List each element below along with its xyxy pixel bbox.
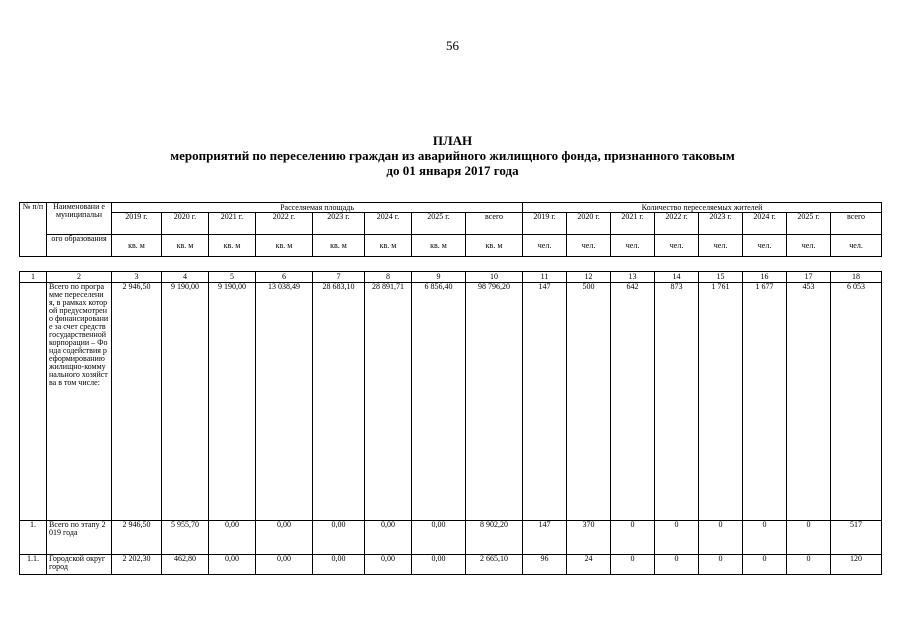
table-row (20, 283, 882, 521)
people-year-header-3: 2021 г. (611, 213, 655, 235)
people-value: 642 (611, 283, 655, 521)
area-value: 0,00 (256, 521, 313, 555)
people-unit-header: чел. (831, 235, 882, 257)
people-value: 370 (567, 521, 611, 555)
area-value: 28 891,71 (365, 283, 412, 521)
table-header (19, 202, 882, 257)
people-value: 0 (699, 555, 743, 575)
people-value: 147 (523, 521, 567, 555)
people-value: 6 053 (831, 283, 882, 521)
people-value: 120 (831, 555, 882, 575)
area-year-header-5: 2023 г. (313, 213, 365, 235)
people-value: 0 (655, 555, 699, 575)
area-value: 28 683,10 (313, 283, 365, 521)
area-value: 0,00 (209, 521, 256, 555)
area-value: 9 190,00 (162, 283, 209, 521)
column-number: 10 (466, 272, 523, 283)
people-unit-header: чел. (787, 235, 831, 257)
column-numbers-row (20, 272, 882, 283)
people-unit-header: чел. (743, 235, 787, 257)
row-number: 1.1. (20, 555, 47, 575)
people-value: 96 (523, 555, 567, 575)
people-value: 0 (655, 521, 699, 555)
people-group-header: Количество переселяемых жителей (523, 203, 882, 213)
area-value: 0,00 (209, 555, 256, 575)
people-value: 0 (611, 555, 655, 575)
area-value: 0,00 (313, 521, 365, 555)
area-value: 13 038,49 (256, 283, 313, 521)
column-number: 14 (655, 272, 699, 283)
area-year-header-3: 2021 г. (209, 213, 256, 235)
people-value: 873 (655, 283, 699, 521)
column-number: 3 (112, 272, 162, 283)
title-line-2: мероприятий по переселению граждан из аварийного жилищного фонда, признанного таковым (170, 148, 735, 163)
area-unit-header: кв. м (112, 235, 162, 257)
people-year-header-8: всего (831, 213, 882, 235)
people-year-header-1: 2019 г. (523, 213, 567, 235)
area-value: 6 856,40 (412, 283, 466, 521)
column-number: 1 (20, 272, 47, 283)
area-value: 2 946,50 (112, 521, 162, 555)
column-number: 17 (787, 272, 831, 283)
people-value: 453 (787, 283, 831, 521)
area-value: 0,00 (256, 555, 313, 575)
people-value: 0 (787, 555, 831, 575)
people-year-header-2: 2020 г. (567, 213, 611, 235)
row-name: Городской округ город (47, 555, 112, 575)
column-number: 18 (831, 272, 882, 283)
name-column-header-top: Наименовани е муниципальн (47, 203, 112, 235)
people-value: 0 (611, 521, 655, 555)
data-table (19, 271, 882, 575)
people-year-header-4: 2022 г. (655, 213, 699, 235)
people-unit-header: чел. (523, 235, 567, 257)
row-name: Всего по этапу 2019 года (47, 521, 112, 555)
column-number: 11 (523, 272, 567, 283)
area-unit-header: кв. м (466, 235, 523, 257)
people-value: 0 (743, 521, 787, 555)
area-value: 0,00 (412, 555, 466, 575)
page-number: 56 (446, 38, 459, 53)
num-column-header: № п/п (20, 203, 47, 257)
people-value: 0 (787, 521, 831, 555)
area-value: 8 902,20 (466, 521, 523, 555)
column-number: 4 (162, 272, 209, 283)
table-row (20, 521, 882, 555)
people-value: 24 (567, 555, 611, 575)
people-year-header-5: 2023 г. (699, 213, 743, 235)
area-group-header: Расселяемая площадь (112, 203, 523, 213)
area-value: 5 955,70 (162, 521, 209, 555)
area-unit-header: кв. м (365, 235, 412, 257)
people-value: 500 (567, 283, 611, 521)
column-number: 15 (699, 272, 743, 283)
column-number: 7 (313, 272, 365, 283)
area-year-header-4: 2022 г. (256, 213, 313, 235)
column-number: 6 (256, 272, 313, 283)
column-number: 13 (611, 272, 655, 283)
area-year-header-2: 2020 г. (162, 213, 209, 235)
area-unit-header: кв. м (209, 235, 256, 257)
column-number: 8 (365, 272, 412, 283)
people-value: 517 (831, 521, 882, 555)
area-value: 0,00 (365, 521, 412, 555)
area-value: 2 665,10 (466, 555, 523, 575)
people-value: 1 677 (743, 283, 787, 521)
area-value: 2 946,50 (112, 283, 162, 521)
name-column-header-bottom: ого образования (47, 235, 112, 257)
column-number: 5 (209, 272, 256, 283)
column-number: 12 (567, 272, 611, 283)
column-number: 9 (412, 272, 466, 283)
area-value: 462,80 (162, 555, 209, 575)
area-year-header-6: 2024 г. (365, 213, 412, 235)
row-number (20, 283, 47, 521)
people-year-header-7: 2025 г. (787, 213, 831, 235)
people-unit-header: чел. (611, 235, 655, 257)
area-value: 9 190,00 (209, 283, 256, 521)
row-name: Всего по программе переселения, в рамках которой предусмотрено финансирование за счет средств государственной корпорации – Фонда содействия реформированию жилищно-коммунального хозяйства в том числе: (47, 283, 112, 521)
table-row (20, 555, 882, 575)
people-value: 147 (523, 283, 567, 521)
people-unit-header: чел. (699, 235, 743, 257)
area-unit-header: кв. м (412, 235, 466, 257)
title-line-3: до 01 января 2017 года (386, 163, 519, 178)
area-unit-header: кв. м (162, 235, 209, 257)
area-value: 0,00 (412, 521, 466, 555)
area-value: 0,00 (365, 555, 412, 575)
area-value: 0,00 (313, 555, 365, 575)
column-number: 2 (47, 272, 112, 283)
area-value: 2 202,30 (112, 555, 162, 575)
people-unit-header: чел. (567, 235, 611, 257)
column-number: 16 (743, 272, 787, 283)
people-value: 0 (699, 521, 743, 555)
title-line-1: ПЛАН (432, 133, 473, 148)
area-year-header-7: 2025 г. (412, 213, 466, 235)
area-value: 98 796,20 (466, 283, 523, 521)
people-value: 0 (743, 555, 787, 575)
people-value: 1 761 (699, 283, 743, 521)
area-year-header-1: 2019 г. (112, 213, 162, 235)
people-year-header-6: 2024 г. (743, 213, 787, 235)
people-unit-header: чел. (655, 235, 699, 257)
document-title (0, 133, 905, 178)
area-year-header-8: всего (466, 213, 523, 235)
area-unit-header: кв. м (256, 235, 313, 257)
area-unit-header: кв. м (313, 235, 365, 257)
row-number: 1. (20, 521, 47, 555)
